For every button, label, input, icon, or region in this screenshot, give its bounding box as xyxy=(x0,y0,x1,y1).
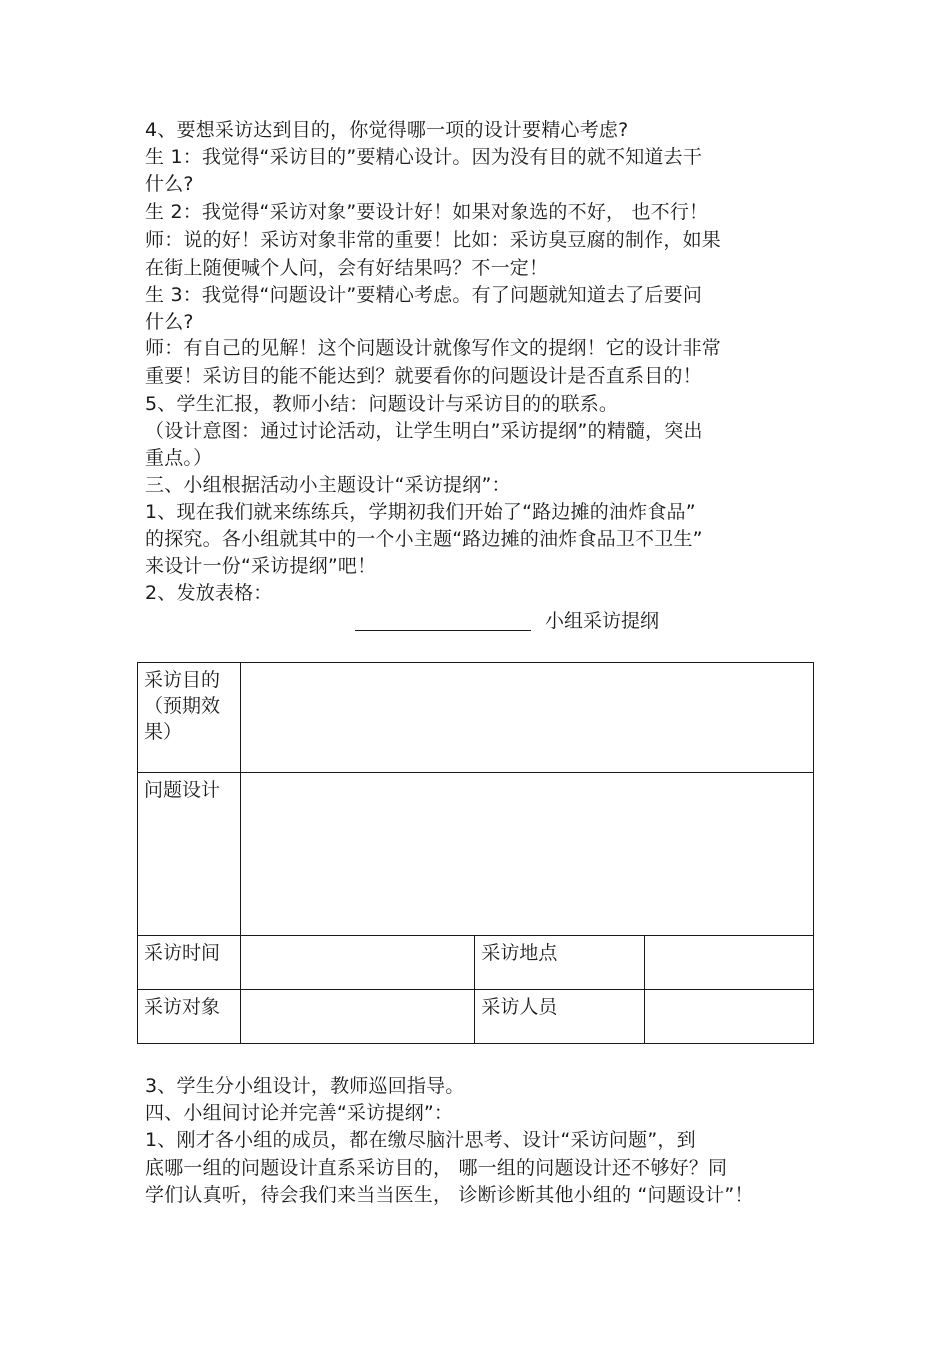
question-label-cell xyxy=(138,773,241,936)
subject-input-cell[interactable] xyxy=(240,990,475,1044)
paragraph-line: 师：说的好！采访对象非常的重要！比如：采访臭豆腐的制作，如果 xyxy=(145,229,722,251)
paragraph-line: 1、刚才各小组的成员，都在缴尽脑汁思考、设计“采访问题”，到 xyxy=(145,1129,696,1151)
paragraph-line: 的探究。各小组就其中的一个小主题“路边摊的油炸食品卫不卫生” xyxy=(145,528,703,550)
staff-label: 采访人员 xyxy=(481,996,558,1018)
staff-input-cell[interactable] xyxy=(645,990,814,1044)
place-label-cell xyxy=(475,936,645,990)
paragraph-line: 师：有自己的见解！这个问题设计就像写作文的提纲！它的设计非常 xyxy=(145,337,722,359)
paragraph-line: 4、要想采访达到目的，你觉得哪一项的设计要精心考虑? xyxy=(145,119,629,141)
paragraph-line: 底哪一组的问题设计直系采访目的， 哪一组的问题设计还不够好？同 xyxy=(145,1157,728,1179)
paragraph-line: 1、现在我们就来练练兵，学期初我们开始了“路边摊的油炸食品” xyxy=(145,501,696,523)
paragraph-line: 生 2：我觉得“采访对象”要设计好！如果对象选的不好， 也不行！ xyxy=(145,201,709,223)
paragraph-line: 5、学生汇报，教师小结：问题设计与采访目的的联系。 xyxy=(145,393,619,415)
paragraph-line: 来设计一份“采访提纲”吧！ xyxy=(145,555,377,577)
paragraph-line: 生 3：我觉得“问题设计”要精心考虑。有了问题就知道去了后要问 xyxy=(145,284,703,306)
place-label: 采访地点 xyxy=(481,942,558,964)
paragraph-line: 生 1：我觉得“采访目的”要精心设计。因为没有目的就不知道去干 xyxy=(145,146,703,168)
group-name-blank[interactable] xyxy=(355,608,531,631)
purpose-input-cell[interactable] xyxy=(240,663,813,773)
place-input-cell[interactable] xyxy=(645,936,814,990)
staff-label-cell xyxy=(475,990,645,1044)
interview-outline-form xyxy=(137,662,814,1044)
section-heading: 三、小组根据活动小主题设计“采访提纲”： xyxy=(145,474,511,496)
paragraph-line: 什么? xyxy=(145,173,194,195)
paragraph-line: 重要！采访目的能不能达到？就要看你的问题设计是否直系目的！ xyxy=(145,365,702,387)
paragraph-line: 3、学生分小组设计，教师巡回指导。 xyxy=(145,1075,465,1097)
paragraph-line: 在街上随便喊个人问，会有好结果吗？不一定！ xyxy=(145,257,549,279)
paragraph-line: 重点。） xyxy=(145,447,213,469)
time-label-cell xyxy=(138,936,241,990)
purpose-label-cell xyxy=(138,663,241,773)
form-title-row xyxy=(355,608,659,634)
purpose-label: 采访目的（预期效果） xyxy=(144,669,221,743)
paragraph-line: （设计意图：通过讨论活动，让学生明白”采访提纲”的精髓，突出 xyxy=(145,420,703,442)
section-heading: 四、小组间讨论并完善“采访提纲”： xyxy=(145,1102,454,1124)
paragraph-line: 什么? xyxy=(145,311,194,333)
question-input-cell[interactable] xyxy=(240,773,813,936)
subject-label-cell xyxy=(138,990,241,1044)
paragraph-line: 2、发放表格： xyxy=(145,582,273,604)
time-input-cell[interactable] xyxy=(240,936,475,990)
time-label: 采访时间 xyxy=(144,942,221,964)
form-title: 小组采访提纲 xyxy=(545,610,660,632)
question-label: 问题设计 xyxy=(144,779,221,801)
paragraph-line: 学们认真听，待会我们来当当医生， 诊断诊断其他小组的 “问题设计”！ xyxy=(145,1184,754,1206)
subject-label: 采访对象 xyxy=(144,996,221,1018)
